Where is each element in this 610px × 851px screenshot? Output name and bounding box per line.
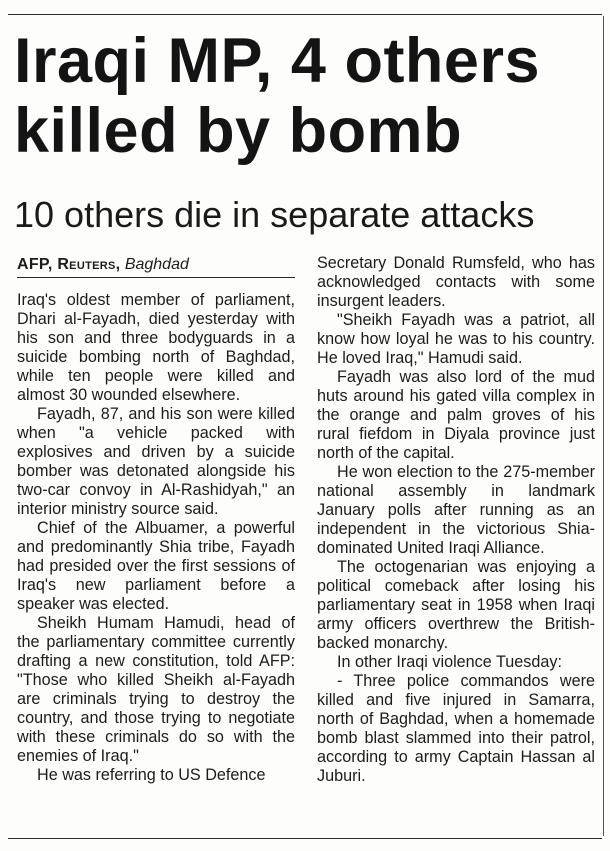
bottom-rule bbox=[8, 838, 602, 839]
headline bbox=[14, 26, 604, 166]
paragraph: Sheikh Humam Hamudi, head of the parliamentary committee currently drafting a new constitution, told AFP: "Those who killed Sheikh al-Fayadh are criminals trying to destroy the country, and those trying to negotiate with these criminals do so with the enemies of Iraq." bbox=[17, 614, 295, 765]
headline-line-2: killed by bomb bbox=[14, 96, 463, 166]
right-column bbox=[317, 254, 595, 786]
paragraph: Chief of the Albuamer, a powerful and predominantly Shia tribe, Fayadh had presided over the first sessions of Iraq's new parliament before a speaker was elected. bbox=[17, 519, 295, 613]
byline bbox=[17, 255, 295, 278]
paragraph: Secretary Donald Rumsfeld, who has acknowledged contacts with some insurgent leaders. bbox=[317, 254, 595, 310]
top-rule bbox=[8, 14, 602, 15]
byline-agencies: AFP, Reuters, bbox=[17, 256, 121, 273]
byline-place: Baghdad bbox=[124, 256, 189, 273]
headline-line-1: Iraqi MP, 4 others bbox=[14, 26, 541, 96]
paragraph: Fayadh, 87, and his son were killed when "a vehicle packed with explosives and driven by a suicide bomber was detonated alongside his two-car convoy in Al-Rashidyah," an interior ministry source said. bbox=[17, 405, 295, 518]
paragraph: Iraq's oldest member of parliament, Dhari al-Fayadh, died yesterday with his son and three bodyguards in a suicide bombing north of Baghdad, while ten people were killed and almost 30 wounded elsewhere. bbox=[17, 291, 295, 404]
subheadline: 10 others die in separate attacks bbox=[14, 194, 535, 235]
paragraph: In other Iraqi violence Tuesday: bbox=[337, 653, 562, 671]
paragraph: The octogenarian was enjoying a political comeback after losing his parliamentary seat in 1958 when Iraqi army officers overthrew the British-backed monarchy. bbox=[317, 558, 595, 652]
left-column bbox=[17, 255, 295, 785]
paragraph: He won election to the 275-member national assembly in landmark January polls after running as an independent in the victorious Shia-dominated United Iraqi Alliance. bbox=[317, 463, 595, 557]
paragraph: "Sheikh Fayadh was a patriot, all know how loyal he was to his country. He loved Iraq," Hamudi said. bbox=[317, 311, 595, 367]
paragraph: - Three police commandos were killed and five injured in Samarra, north of Baghdad, when a homemade bomb blast slammed into their patrol, according to army Captain Hassan al Juburi. bbox=[317, 672, 595, 785]
paragraph: He was referring to US Defence bbox=[37, 766, 266, 784]
paragraph: Fayadh was also lord of the mud huts around his gated villa complex in the orange and palm groves of his rural fiefdom in Diyala province just north of the capital. bbox=[317, 368, 595, 462]
